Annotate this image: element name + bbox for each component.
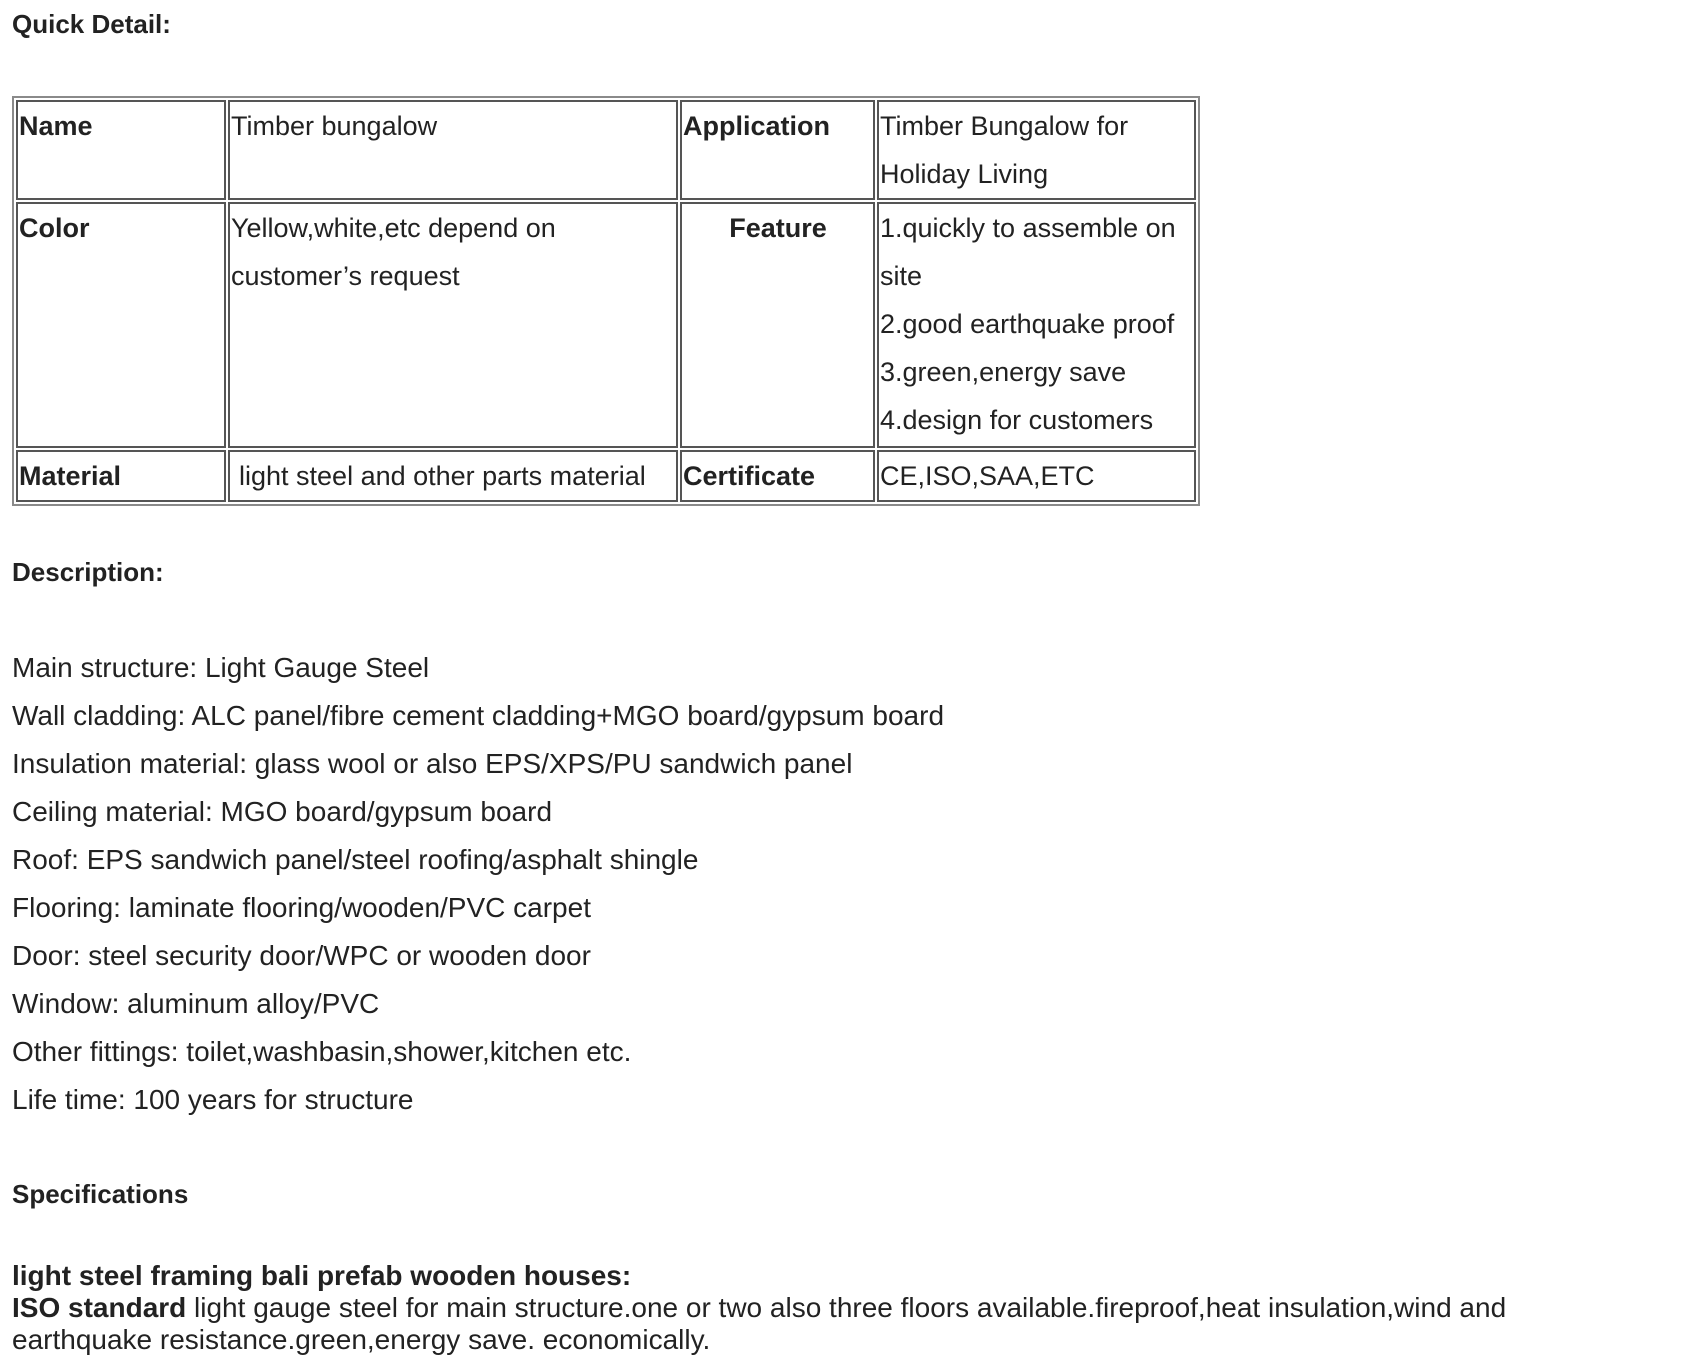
list-item: Other fittings: toilet,washbasin,shower,kitchen etc.: [12, 1036, 632, 1067]
cell-line: light steel and other parts material: [239, 461, 646, 491]
cell-line: Holiday Living: [880, 159, 1049, 189]
cell-line: 3.green,energy save: [880, 357, 1127, 387]
specifications-paragraph: [12, 1292, 1572, 1356]
cell-line: customer’s request: [231, 261, 460, 291]
feature-value: [877, 202, 1196, 448]
specifications-heading: Specifications: [12, 1179, 189, 1209]
description-list: [12, 644, 944, 1124]
cell-line: CE,ISO,SAA,ETC: [880, 461, 1095, 491]
table-row: [16, 450, 1196, 502]
list-item: Ceiling material: MGO board/gypsum board: [12, 796, 553, 827]
color-value: [228, 202, 678, 448]
list-item: Window: aluminum alloy/PVC: [12, 988, 380, 1019]
specifications-subtitle: light steel framing bali prefab wooden houses:: [12, 1260, 632, 1291]
name-value: [228, 100, 678, 200]
cell-line: Timber Bungalow for: [880, 111, 1129, 141]
list-item: Insulation material: glass wool or also EPS/XPS/PU sandwich panel: [12, 748, 853, 779]
description-heading: Description:: [12, 557, 164, 587]
application-value: [877, 100, 1196, 200]
list-item: Life time: 100 years for structure: [12, 1084, 414, 1115]
table-row: [16, 202, 1196, 448]
cell-line: 4.design for customers: [880, 405, 1154, 435]
application-label: Application: [680, 100, 875, 200]
list-item: Main structure: Light Gauge Steel: [12, 652, 430, 683]
list-item: Flooring: laminate flooring/wooden/PVC carpet: [12, 892, 591, 923]
list-item: Wall cladding: ALC panel/fibre cement cladding+MGO board/gypsum board: [12, 700, 945, 731]
specifications-body: [12, 1260, 1572, 1356]
cell-line: Timber bungalow: [231, 111, 438, 141]
iso-standard-lead: ISO standard: [12, 1292, 187, 1323]
certificate-value: [877, 450, 1196, 502]
table-row: [16, 100, 1196, 200]
color-label: Color: [16, 202, 226, 448]
cell-line: Yellow,white,etc depend on: [231, 213, 556, 243]
quick-detail-heading: Quick Detail:: [12, 9, 171, 39]
list-item: Roof: EPS sandwich panel/steel roofing/asphalt shingle: [12, 844, 699, 875]
certificate-label: Certificate: [680, 450, 875, 502]
feature-label: Feature: [680, 202, 875, 448]
name-label: Name: [16, 100, 226, 200]
quick-detail-table: [12, 96, 1200, 506]
material-value: [228, 450, 678, 502]
cell-line: site: [880, 261, 923, 291]
cell-line: 2.good earthquake proof: [880, 309, 1175, 339]
specifications-text: light gauge steel for main structure.one or two also three floors available.fireproof,heat insulation,wind and earthquake resistance.green,energy save. economically.: [12, 1292, 1507, 1355]
list-item: Door: steel security door/WPC or wooden door: [12, 940, 591, 971]
material-label: Material: [16, 450, 226, 502]
cell-line: 1.quickly to assemble on: [880, 213, 1176, 243]
